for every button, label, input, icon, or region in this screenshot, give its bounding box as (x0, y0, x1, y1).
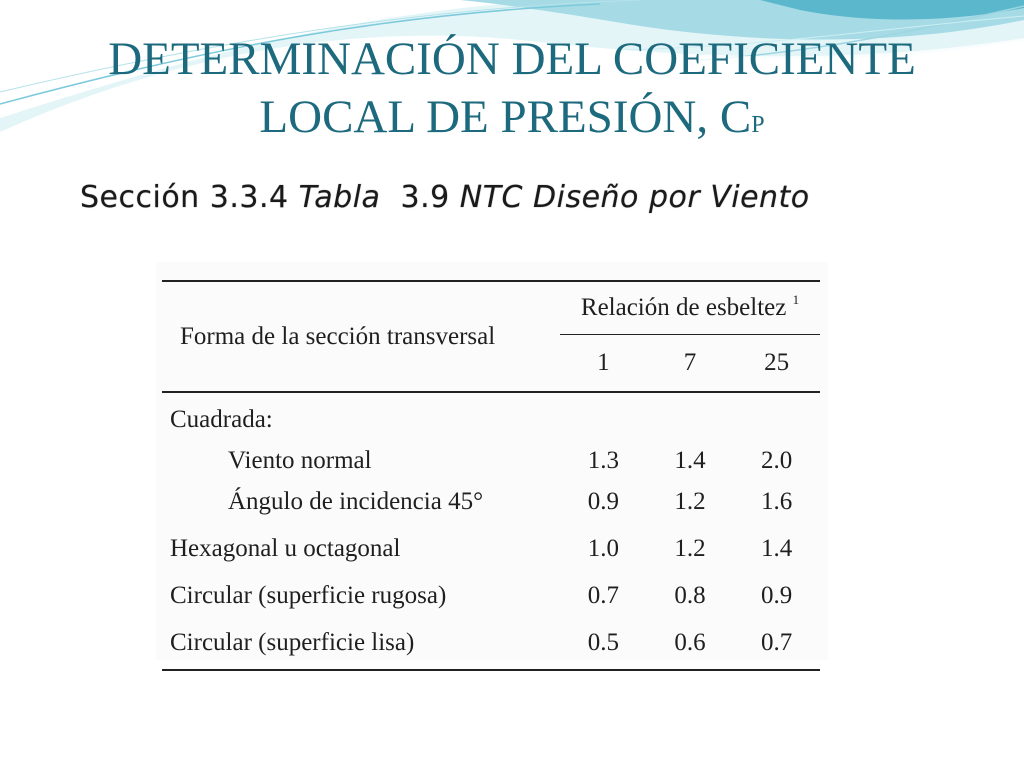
cell: 0.7 (587, 581, 619, 609)
cell (560, 392, 647, 440)
slide-title (0, 30, 1024, 154)
cell: 0.7 (733, 616, 820, 670)
row-label: Hexagonal u octagonal (170, 534, 401, 562)
subtitle-mid: 3.9 (380, 180, 460, 215)
title-line-2-text: LOCAL DE PRESIÓN, C (259, 91, 752, 143)
table-row (162, 481, 820, 522)
coefficient-table-image (156, 262, 828, 660)
cell (733, 392, 820, 440)
header-ratio-text: Relación de esbeltez (580, 294, 787, 321)
header-ratio-col-1: 1 (560, 335, 647, 393)
cell: 2.0 (761, 446, 793, 474)
row-label-group: Cuadrada: (170, 405, 273, 433)
cell: 1.3 (587, 446, 619, 474)
cell (647, 392, 734, 440)
header-ratio-footnote: 1 (792, 292, 800, 307)
table-row (162, 616, 820, 670)
table-row-group (162, 392, 820, 440)
row-label: Circular (superficie lisa) (162, 616, 560, 670)
cell: 1.0 (587, 534, 619, 562)
header-shape: Forma de la sección transversal (162, 281, 560, 392)
cell: 1.2 (674, 534, 706, 562)
title-line-2 (0, 88, 1024, 154)
subtitle-rest: NTC Diseño por Viento (459, 180, 810, 215)
cell: 1.2 (674, 487, 706, 515)
header-ratio-col-2: 7 (647, 335, 734, 393)
row-label: Viento normal (228, 446, 372, 474)
subtitle-prefix: Sección 3.3.4 (80, 180, 299, 215)
row-label: Ángulo de incidencia 45° (228, 487, 484, 515)
table-header-row-1 (162, 281, 820, 335)
cell: 1.4 (674, 446, 706, 474)
coefficient-table (162, 280, 820, 671)
table-reference-subtitle (80, 178, 940, 218)
table-row (162, 522, 820, 569)
table-row (162, 569, 820, 616)
title-line-1: DETERMINACIÓN DEL COEFICIENTE (108, 33, 916, 85)
cell: 0.9 (587, 487, 619, 515)
table-row (162, 440, 820, 481)
cell: 1.4 (761, 534, 793, 562)
cell: 0.8 (674, 581, 706, 609)
cell: 0.9 (761, 581, 793, 609)
header-ratio-col-3: 25 (733, 335, 820, 393)
cell: 1.6 (761, 487, 793, 515)
title-subscript: P (751, 112, 765, 138)
header-ratio (560, 281, 820, 335)
cell: 0.6 (647, 616, 734, 670)
subtitle-tabla: Tabla (298, 180, 381, 215)
cell: 0.5 (560, 616, 647, 670)
row-label: Circular (superficie rugosa) (170, 581, 447, 609)
